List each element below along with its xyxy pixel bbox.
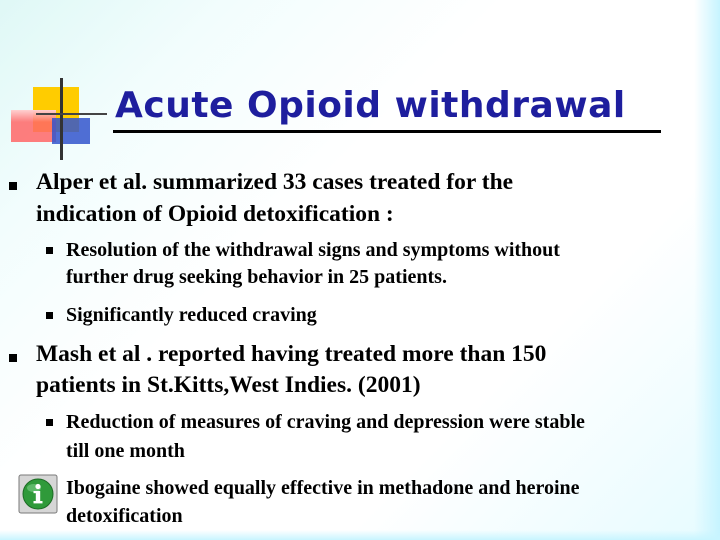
logo-horizontal-line xyxy=(36,113,107,115)
logo-vertical-line xyxy=(60,78,63,160)
square-bullet-icon xyxy=(46,419,53,426)
square-bullet-icon xyxy=(9,182,17,190)
square-bullet-icon xyxy=(46,247,53,254)
slide-title: Acute Opioid withdrawal xyxy=(115,85,626,126)
square-bullet-icon xyxy=(46,312,53,319)
logo-red-highlight xyxy=(11,110,56,122)
bullet-1-sub-2-line-1: Significantly reduced craving xyxy=(66,304,317,326)
logo-blue-square xyxy=(52,118,90,144)
bullet-2-line-2: patients in St.Kitts,West Indies. (2001) xyxy=(36,372,421,398)
bullet-1-sub-1-line-2: further drug seeking behavior in 25 patients. xyxy=(66,266,447,288)
decorative-logo xyxy=(0,0,120,170)
bullet-2-line-1: Mash et al . reported having treated more than 150 xyxy=(36,341,547,367)
bullet-2-sub-1-line-1: Reduction of measures of craving and depression were stable xyxy=(66,411,585,433)
info-icon[interactable] xyxy=(18,474,58,514)
bullet-2-sub-2-line-2: detoxification xyxy=(66,505,183,527)
bullet-1-line-1: Alper et al. summarized 33 cases treated for the xyxy=(36,169,514,195)
square-bullet-icon xyxy=(9,354,17,362)
bullet-1-sub-1-line-1: Resolution of the withdrawal signs and symptoms without xyxy=(66,239,560,261)
bullet-2-sub-1-line-2: till one month xyxy=(66,440,185,462)
bullet-1-line-2: indication of Opioid detoxification : xyxy=(36,201,394,227)
title-underline xyxy=(113,130,661,133)
bullet-2-sub-2-line-1: Ibogaine showed equally effective in methadone and heroine xyxy=(66,477,580,499)
